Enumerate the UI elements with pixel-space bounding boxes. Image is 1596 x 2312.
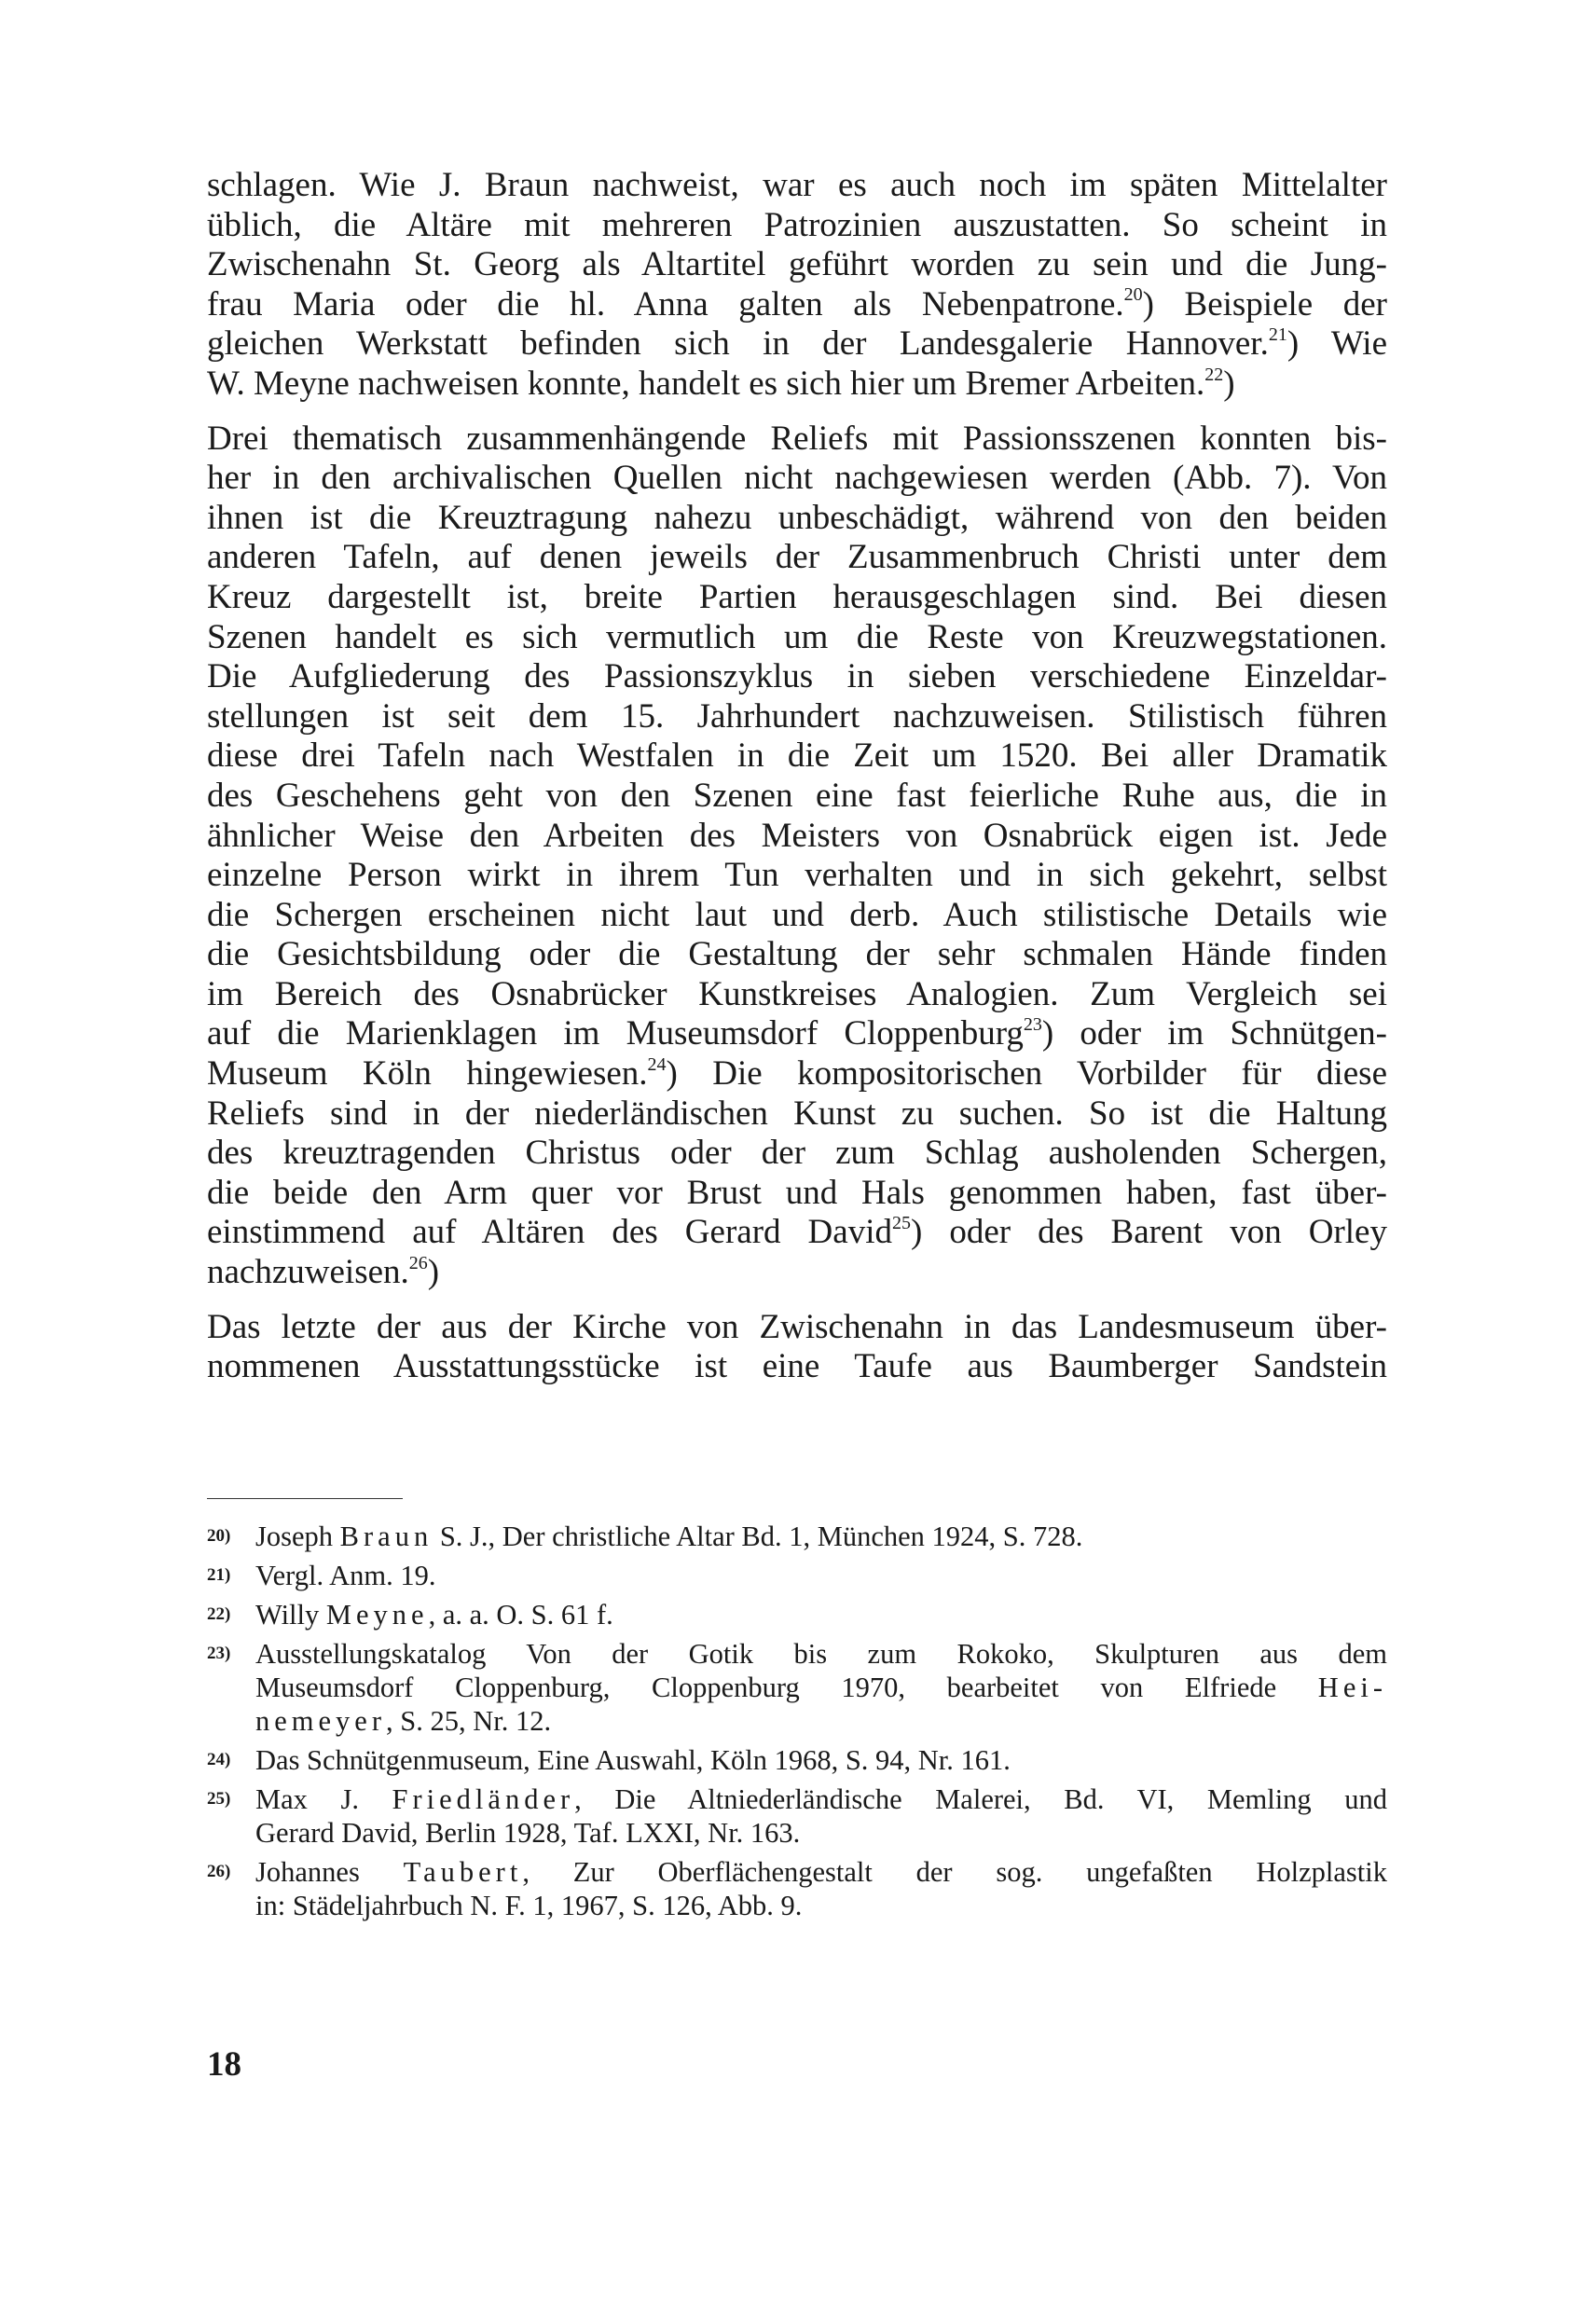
text-run: nachzuweisen. (207, 1253, 409, 1292)
text-run: Museum Köln hingewiesen. (207, 1054, 648, 1094)
text-run: Willy (255, 1599, 326, 1631)
text-line (207, 285, 1387, 325)
text-line: Die Aufgliederung des Passionszyklus in sieben verschiedene Einzeldar- (207, 657, 1387, 696)
text-run: ) (1223, 364, 1235, 403)
body-paragraph-3 (207, 1308, 1387, 1387)
text-run: Das Schnütgenmuseum, Eine Auswahl, Köln 1968, S. 94, Nr. 161. (255, 1744, 1011, 1776)
author-name: Braun (339, 1521, 433, 1552)
text-line: Ausstellungskatalog Von der Gotik bis zum Rokoko, Skulpturen aus dem (255, 1638, 1387, 1670)
text-run: frau Maria oder die hl. Anna galten als Nebenpatrone. (207, 284, 1124, 323)
text-line (255, 1855, 1387, 1889)
text-line: Gerard David, Berlin 1928, Taf. LXXI, Nr. 163. (255, 1817, 801, 1849)
footnote-separator (207, 1498, 403, 1500)
text-line: ähnlicher Weise den Arbeiten des Meisters von Osnabrück eigen ist. Jede (207, 816, 1387, 855)
footnote-ref-25: 25 (891, 1213, 911, 1234)
text-run: , Zur Oberflächengestalt der sog. ungefaßten Holzplastik (522, 1856, 1387, 1888)
text-run: , S. 25, Nr. 12. (386, 1705, 552, 1737)
text-line: nommenen Ausstattungsstücke ist eine Taufe aus Baumberger Sandstein (207, 1347, 1387, 1386)
text-run: Max J. (255, 1783, 392, 1815)
page-number: 18 (207, 2045, 241, 2084)
footnote-21 (207, 1559, 1387, 1592)
footnote-23 (207, 1637, 1387, 1738)
document-page (207, 166, 1387, 2254)
text-run: Johannes (255, 1856, 404, 1888)
text-line: stellungen ist seit dem 15. Jahrhundert nachzuweisen. Stilistisch führen (207, 696, 1387, 736)
text-line: her in den archivalischen Quellen nicht nachgewiesen werden (Abb. 7). Von (207, 459, 1387, 498)
text-line: des kreuztragenden Christus oder der zum Schlag ausholenden Schergen, (207, 1134, 1387, 1173)
text-line: diese drei Tafeln nach Westfalen in die Zeit um 1520. Bei aller Dramatik (207, 736, 1387, 776)
text-run: ) Beispiele der (1142, 284, 1387, 323)
footnote-ref-24: 24 (647, 1053, 667, 1075)
text-line: die Gesichtsbildung oder die Gestaltung der sehr schmalen Hände finden (207, 935, 1387, 974)
text-line: Drei thematisch zusammenhängende Reliefs mit Passionsszenen konnten bis- (207, 419, 1387, 458)
footnote-number: 22) (207, 1604, 231, 1624)
body-paragraph-2 (207, 420, 1387, 1293)
author-name: Friedländer (392, 1783, 575, 1815)
text-run: , Die Altniederländische Malerei, Bd. VI, Memling und (574, 1783, 1387, 1815)
text-line: im Bereich des Osnabrücker Kunstkreises Analogien. Zum Vergleich sei (207, 974, 1387, 1013)
author-name: Meyne (325, 1599, 429, 1631)
footnote-20 (207, 1520, 1387, 1553)
text-line (207, 1014, 1387, 1054)
footnote-ref-26: 26 (408, 1252, 428, 1273)
text-run: ) oder im Schnütgen- (1041, 1014, 1387, 1053)
text-run: ) oder des Barent von Orley (910, 1213, 1387, 1252)
text-line: die beide den Arm quer vor Brust und Hals genommen haben, fast über- (207, 1173, 1387, 1212)
text-line: einzelne Person wirkt in ihrem Tun verhalten und in sich gekehrt, selbst (207, 856, 1387, 895)
author-name: Hei- (1317, 1672, 1387, 1703)
text-line (207, 1054, 1387, 1094)
footnote-ref-22: 22 (1204, 364, 1224, 385)
text-line (255, 1704, 1387, 1738)
text-line: in: Städeljahrbuch N. F. 1, 1967, S. 126, Abb. 9. (255, 1890, 803, 1921)
text-line: die Schergen erscheinen nicht laut und derb. Auch stilistische Details wie (207, 895, 1387, 934)
text-line (207, 1213, 1387, 1253)
footnote-24 (207, 1743, 1387, 1777)
text-run: Joseph (255, 1521, 340, 1552)
text-line: Das letzte der aus der Kirche von Zwischenahn in das Landesmuseum über- (207, 1307, 1387, 1346)
text-line: Zwischenahn St. Georg als Altartitel geführt worden zu sein und die Jung- (207, 245, 1387, 284)
text-line (255, 1671, 1387, 1704)
text-line: des Geschehens geht von den Szenen eine fast feierliche Ruhe aus, die in (207, 776, 1387, 815)
text-run: gleichen Werkstatt befinden sich in der Landesgalerie Hannover. (207, 324, 1269, 364)
text-run: ) (427, 1253, 440, 1292)
text-line: Reliefs sind in der niederländischen Kunst zu suchen. So ist die Haltung (207, 1094, 1387, 1133)
body-paragraph-1 (207, 166, 1387, 405)
text-run: ) Die kompositorischen Vorbilder für diese (666, 1054, 1387, 1094)
footnote-number: 23) (207, 1644, 231, 1663)
footnotes (207, 1520, 1387, 1928)
text-line (207, 365, 1387, 405)
text-run: , a. a. O. S. 61 f. (428, 1599, 613, 1631)
footnote-number: 24) (207, 1750, 231, 1769)
footnote-22 (207, 1598, 1387, 1631)
text-line (207, 324, 1387, 365)
text-line: Kreuz dargestellt ist, breite Partien herausgeschlagen sind. Bei diesen (207, 577, 1387, 616)
footnote-26 (207, 1855, 1387, 1922)
footnote-ref-20: 20 (1123, 284, 1143, 306)
text-run: auf die Marienklagen im Museumsdorf Cloppenburg (207, 1014, 1024, 1053)
text-line: Szenen handelt es sich vermutlich um die Reste von Kreuzwegstationen. (207, 617, 1387, 656)
text-run: S. J., Der christliche Altar Bd. 1, München 1924, S. 728. (433, 1521, 1083, 1552)
author-name: Taubert (403, 1856, 523, 1888)
footnote-number: 21) (207, 1565, 231, 1585)
text-run: Museumsdorf Cloppenburg, Cloppenburg 1970, bearbeitet von Elfriede (255, 1672, 1318, 1703)
text-line: üblich, die Altäre mit mehreren Patrozinien auszustatten. So scheint in (207, 205, 1387, 244)
footnote-number: 25) (207, 1789, 231, 1809)
author-name: nemeyer (255, 1705, 386, 1737)
text-run: einstimmend auf Altären des Gerard David (207, 1213, 892, 1252)
footnote-ref-23: 23 (1023, 1014, 1042, 1036)
text-line (207, 1253, 1387, 1293)
footnote-ref-21: 21 (1268, 324, 1287, 346)
footnote-number: 26) (207, 1862, 231, 1881)
footnote-number: 20) (207, 1526, 231, 1546)
text-line (255, 1782, 1387, 1816)
text-line: ihnen ist die Kreuztragung nahezu unbeschädigt, während von den beiden (207, 498, 1387, 537)
text-line: anderen Tafeln, auf denen jeweils der Zusammenbruch Christi unter dem (207, 538, 1387, 577)
text-run: Vergl. Anm. 19. (255, 1560, 436, 1591)
text-line: schlagen. Wie J. Braun nachweist, war es auch noch im späten Mittelalter (207, 166, 1387, 204)
text-run: W. Meyne nachweisen konnte, handelt es sich hier um Bremer Arbeiten. (207, 364, 1205, 403)
footnote-25 (207, 1782, 1387, 1850)
text-run: ) Wie (1286, 324, 1388, 364)
